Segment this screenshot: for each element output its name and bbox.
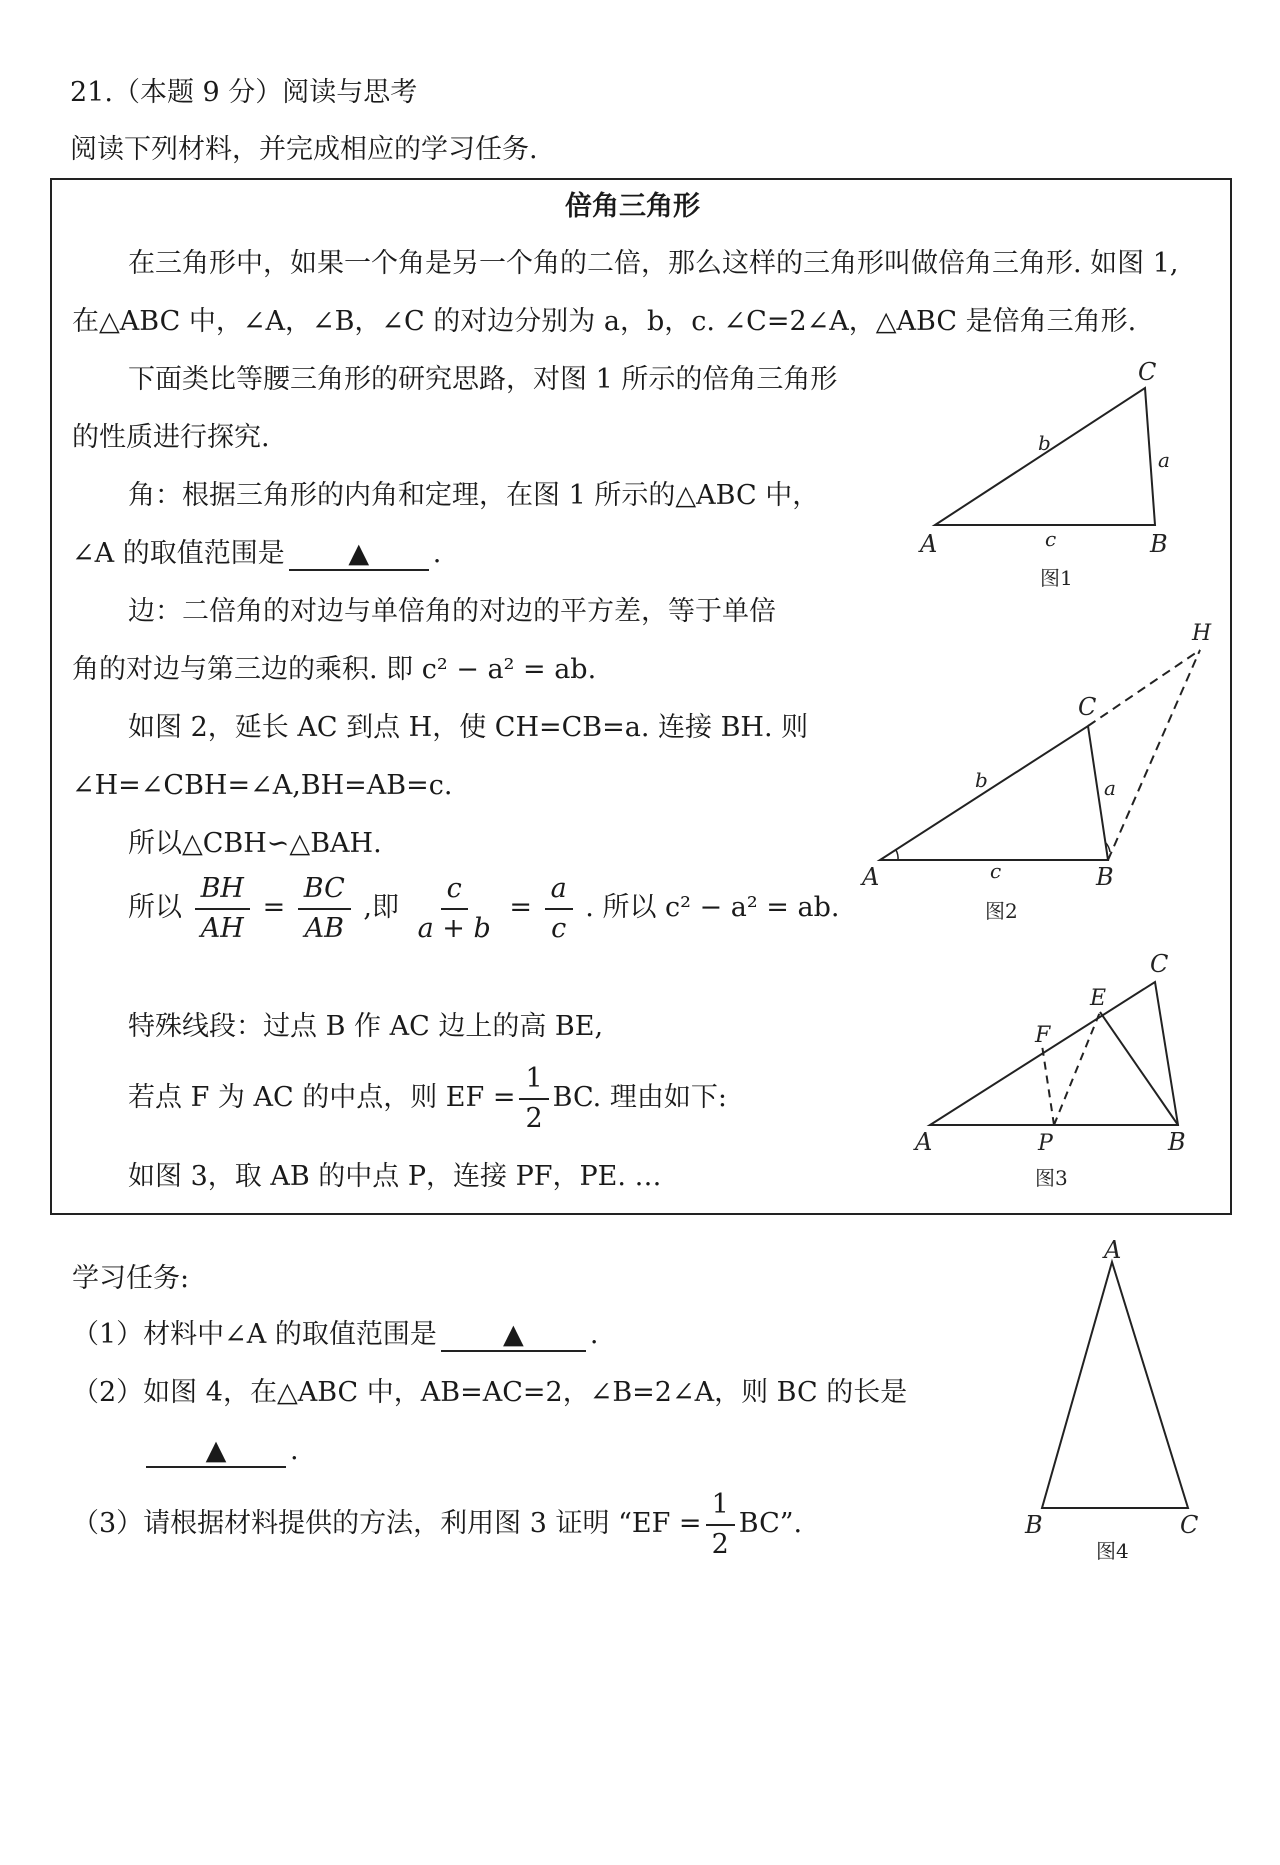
fig2-label-H: H — [1192, 621, 1212, 646]
fig4-label-C: C — [1180, 1511, 1199, 1539]
fraction-numerator: c — [441, 870, 468, 910]
ratio-prefix: 所以 — [128, 892, 182, 923]
fig2-label-b: b — [975, 768, 988, 792]
fig3-label-C: C — [1150, 950, 1169, 978]
fig4-label-B: B — [1025, 1511, 1043, 1539]
instruction-text: 阅读下列材料，并完成相应的学习任务. — [70, 134, 538, 165]
task-2-period: . — [290, 1435, 299, 1466]
task-1-answer-blank[interactable]: ▲ — [441, 1320, 586, 1352]
angle-range-blank: ▲ — [289, 539, 429, 571]
fig3-label-F: F — [1035, 1023, 1051, 1048]
tasks-heading: 学习任务: — [72, 1263, 190, 1294]
fraction-denominator: AH — [200, 912, 244, 944]
fraction-numerator: a — [545, 870, 573, 910]
side-line-1: 边：二倍角的对边与单倍角的对边的平方差，等于单倍 — [128, 596, 776, 627]
task-3-prefix: （3）请根据材料提供的方法，利用图 3 证明 “EF = — [72, 1508, 702, 1539]
fig1-label-b: b — [1038, 431, 1051, 455]
fig1-caption: 图1 — [1040, 566, 1073, 590]
special-segment-line-3: 如图 3，取 AB 的中点 P，连接 PF，PE. … — [128, 1161, 662, 1192]
fraction-denominator: AB — [304, 912, 344, 944]
fig2-explanation-line-1: 如图 2，延长 AC 到点 H，使 CH=CB=a. 连接 BH. 则 — [128, 712, 809, 743]
fig1-label-B: B — [1150, 530, 1168, 558]
fig3-label-B: B — [1168, 1128, 1186, 1156]
fig1-label-a: a — [1158, 448, 1170, 472]
fig2-label-c: c — [990, 859, 1002, 883]
fraction-denominator: c — [551, 912, 567, 944]
similarity-line: 所以△CBH∽△BAH. — [128, 828, 382, 859]
ratio-suffix: . 所以 c² − a² = ab. — [585, 892, 840, 923]
angle-range-label: ∠A 的取值范围是 — [72, 538, 285, 569]
fraction-denominator: 2 — [525, 1102, 543, 1134]
task-1-text: （1）材料中∠A 的取值范围是 — [72, 1319, 437, 1350]
fig1-label-c: c — [1045, 527, 1057, 551]
special-segment-line-1: 特殊线段：过点 B 作 AC 边上的高 BE, — [128, 1011, 604, 1042]
fig3-label-P: P — [1038, 1131, 1053, 1156]
fraction-numerator: BC — [298, 870, 351, 910]
approach-line-2: 的性质进行探究. — [72, 422, 270, 453]
task-1-period: . — [589, 1319, 599, 1350]
angle-range-period: . — [432, 538, 442, 569]
fig1-label-A: A — [920, 530, 938, 558]
fig2-label-C: C — [1078, 693, 1097, 721]
fraction-numerator: BH — [195, 870, 250, 910]
fig2-label-A: A — [862, 863, 880, 891]
fig4-label-A: A — [1104, 1236, 1122, 1264]
ratio-ji: ,即 — [363, 892, 399, 923]
fraction-denominator: 2 — [711, 1528, 729, 1560]
task-2-line-1: （2）如图 4，在△ABC 中，AB=AC=2，∠B=2∠A，则 BC 的长是 — [72, 1377, 908, 1408]
material-title: 倍角三角形 — [565, 191, 700, 222]
definition-line-2: 在△ABC 中，∠A，∠B，∠C 的对边分别为 a，b，c. ∠C=2∠A，△ABC 是倍角三角形. — [72, 306, 1137, 337]
special-segment-prefix: 若点 F 为 AC 的中点，则 EF = — [128, 1082, 516, 1113]
task-3-suffix: BC”. — [738, 1508, 803, 1539]
special-segment-suffix: BC. 理由如下: — [552, 1082, 727, 1113]
fraction-denominator: a + b — [417, 912, 491, 944]
fig4-caption: 图4 — [1096, 1539, 1129, 1563]
question-title: 21.（本题 9 分）阅读与思考 — [70, 77, 418, 108]
task-2-answer-blank[interactable]: ▲ — [146, 1436, 286, 1468]
side-line-2: 角的对边与第三边的乘积. 即 c² − a² = ab. — [72, 654, 597, 685]
definition-line-1: 在三角形中，如果一个角是另一个角的二倍，那么这样的三角形叫做倍角三角形. 如图 1, — [128, 248, 1179, 279]
fig2-explanation-line-2: ∠H=∠CBH=∠A,BH=AB=c. — [72, 770, 453, 801]
approach-line-1: 下面类比等腰三角形的研究思路，对图 1 所示的倍角三角形 — [128, 364, 838, 395]
fig3-caption: 图3 — [1035, 1166, 1068, 1190]
fraction-numerator: 1 — [519, 1060, 548, 1100]
fig2-caption: 图2 — [985, 899, 1018, 923]
fraction-numerator: 1 — [706, 1486, 735, 1526]
equals-sign: = — [262, 892, 286, 923]
angle-line-1: 角：根据三角形的内角和定理，在图 1 所示的△ABC 中， — [128, 480, 820, 511]
fig3-label-E: E — [1090, 986, 1107, 1011]
fig1-label-C: C — [1138, 358, 1157, 386]
fig2-label-B: B — [1096, 863, 1114, 891]
fig3-label-A: A — [915, 1128, 933, 1156]
fig2-label-a: a — [1104, 776, 1116, 800]
equals-sign: = — [509, 892, 532, 923]
